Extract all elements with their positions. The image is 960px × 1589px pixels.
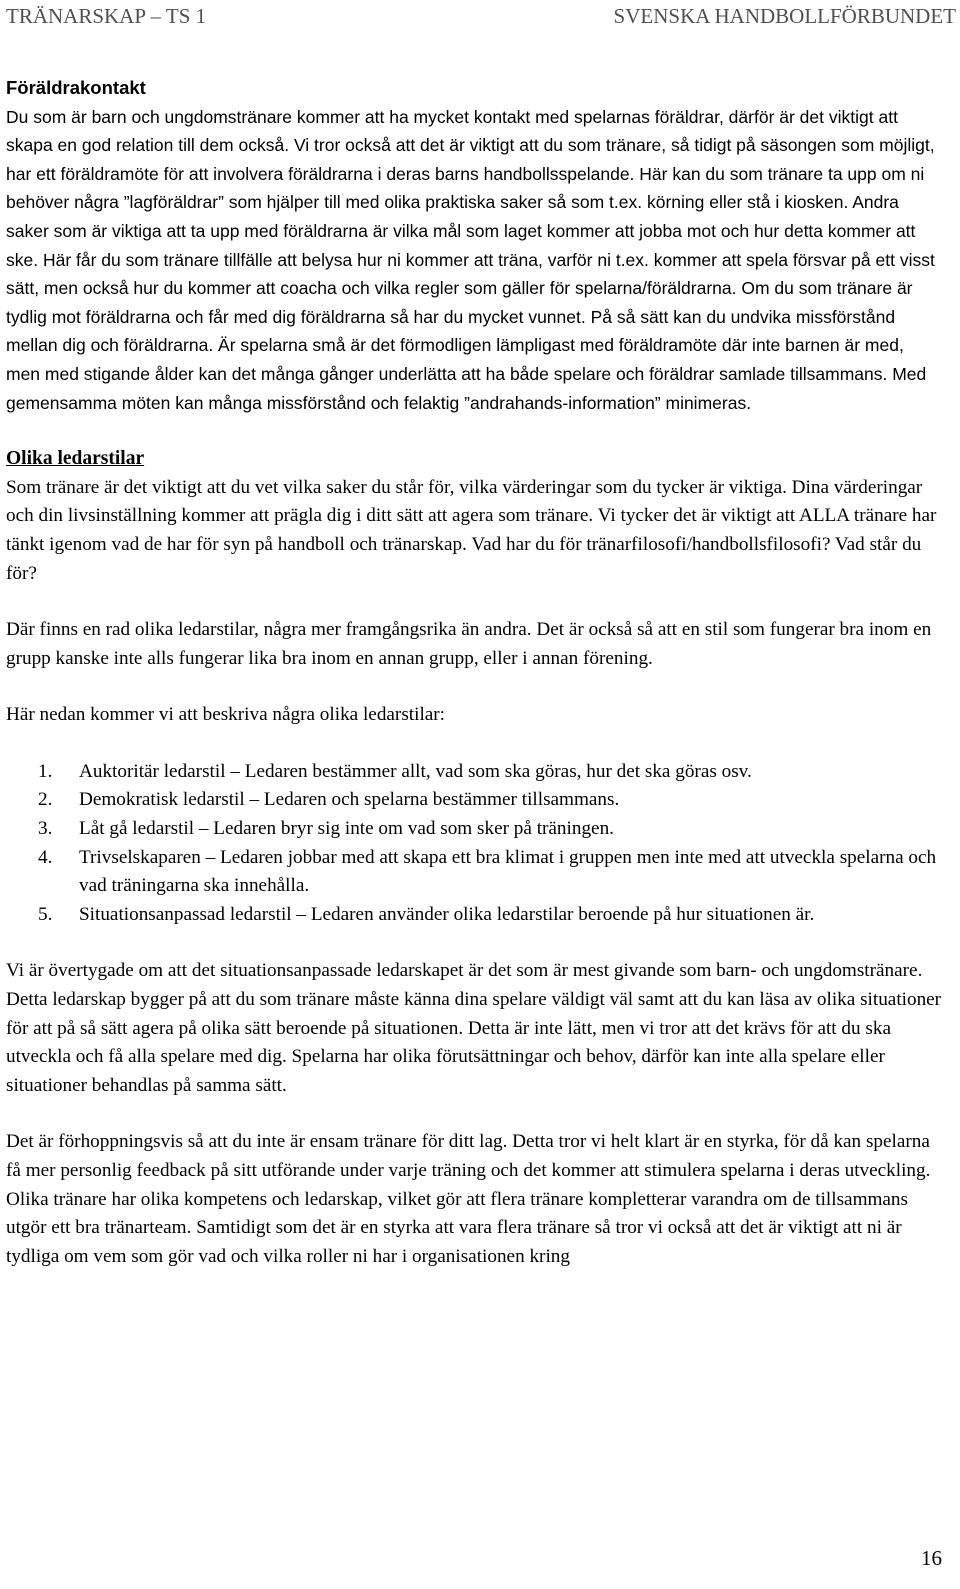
list-item-number: 5. [38,903,53,925]
list-item [6,815,942,844]
list-item-text: Auktoritär ledarstil – Ledaren bestämmer allt, vad som ska göras, hur det ska göras osv. [79,760,752,782]
list-item [6,758,942,787]
leadership-paragraph-4: Det är förhoppningsvis så att du inte är ensam tränare för ditt lag. Detta tror vi helt klart är en styrka, för då kan spelarna få mer personlig feedback på sitt utförande under varje träning och det kommer att stimulera spelarna i deras utveckling. Olika tränare har olika kompetens och ledarskap, vilket gör att flera tränare kompletterar varandra om de tillsammans utgör ett bra tränarteam. Samtidigt som det är en styrka att vara flera tränare så tror vi också att det är viktigt att ni är tydliga om vem som gör vad och vilka roller ni har i organisationen kring [6,1131,931,1267]
page-body [6,74,942,1271]
leadership-paragraph-3: Vi är övertygade om att det situationsanpassade ledarskapet är det som är mest givande som barn- och ungdomstränare. Detta ledarskap bygger på att du som tränare måste känna dina spelare väldigt väl samt att du kan läsa av olika situationer för att på så sätt agera på olika sätt beroende på situationen. Detta är inte lätt, men vi tror att det krävs för att du ska utveckla och få alla spelare med dig. Spelarna har olika förutsättningar och behov, därför kan inte alla spelare eller situationer behandlas på samma sätt. [6,960,942,1096]
list-item-number: 1. [38,760,53,782]
parent-contact-heading: Föräldrakontakt [6,77,146,98]
header-right: SVENSKA HANDBOLLFÖRBUNDET [613,4,956,28]
list-item-text: Demokratisk ledarstil – Ledaren och spelarna bestämmer tillsammans. [79,789,620,811]
section-parent-contact [6,74,942,417]
list-item-text: Låt gå ledarstil – Ledaren bryr sig inte om vad som sker på träningen. [79,818,614,840]
header-left: TRÄNARSKAP – TS 1 [6,4,207,28]
leadership-heading: Olika ledarstilar [6,448,145,470]
leadership-intro: Som tränare är det viktigt att du vet vilka saker du står för, vilka värderingar som du tycker är viktiga. Dina värderingar och din livsinställning kommer att prägla dig i ditt sätt att agera som tränare. Vi tycker det är viktigt att ALLA tränare har tänkt igenom vad de har för syn på handboll och tränarskap. Vad har du för tränarfilosofi/handbollsfilosofi? Vad står du för? [6,476,937,584]
page-header [6,4,956,34]
list-item-number: 2. [38,789,53,811]
section-leadership [6,445,942,1271]
leadership-list-intro: Här nedan kommer vi att beskriva några olika ledarstilar: [6,704,446,726]
page-number: 16 [921,1546,942,1570]
list-item-text: Situationsanpassad ledarstil – Ledaren använder olika ledarstilar beroende på hur situationen är. [79,903,815,925]
list-item-number: 3. [38,818,53,840]
list-item-number: 4. [38,846,53,868]
list-item [6,844,942,901]
list-item [6,786,942,815]
list-item [6,901,942,930]
leadership-paragraph-2: Där finns en rad olika ledarstilar, några mer framgångsrika än andra. Det är också så att en stil som fungerar bra inom en grupp kanske inte alls fungerar lika bra inom en annan grupp, eller i annan förening. [6,619,932,669]
leadership-style-list [6,758,942,930]
parent-contact-paragraph: Du som är barn och ungdomstränare kommer att ha mycket kontakt med spelarnas föräldrar, därför är det viktigt att skapa en god relation till dem också. Vi tror också att det är viktigt att du som tränare, så tidigt på säsongen som möjligt, har ett föräldramöte för att involvera föräldrarna i deras barns handbollsspelande. Här kan du som tränare ta upp om ni behöver några ”lagföräldrar” som hjälper till med olika praktiska saker så som t.ex. körning eller stå i kiosken. Andra saker som är viktiga att ta upp med föräldrarna är vilka mål som laget kommer att jobba mot och hur detta kommer att ske. Här får du som tränare tillfälle att belysa hur ni kommer att träna, varför ni t.ex. kommer att spela försvar på ett visst sätt, men också hur du kommer att coacha och vilka regler som gäller för spelarna/föräldrarna. Om du som tränare är tydlig mot föräldrarna och får med dig föräldrarna så har du mycket vunnet. På så sätt kan du undvika missförstånd mellan dig och föräldrarna. Är spelarna små är det förmodligen lämpligast med föräldramöte där inte barnen är med, men med stigande ålder kan det många gånger underlätta att ha både spelare och föräldrar samlade tillsammans. Med gemensamma möten kan många missförstånd och felaktig ”andrahands-information” minimeras. [6,106,935,413]
list-item-text: Trivselskaparen – Ledaren jobbar med att skapa ett bra klimat i gruppen men inte med att utveckla spelarna och vad träningarna ska innehålla. [79,846,937,897]
